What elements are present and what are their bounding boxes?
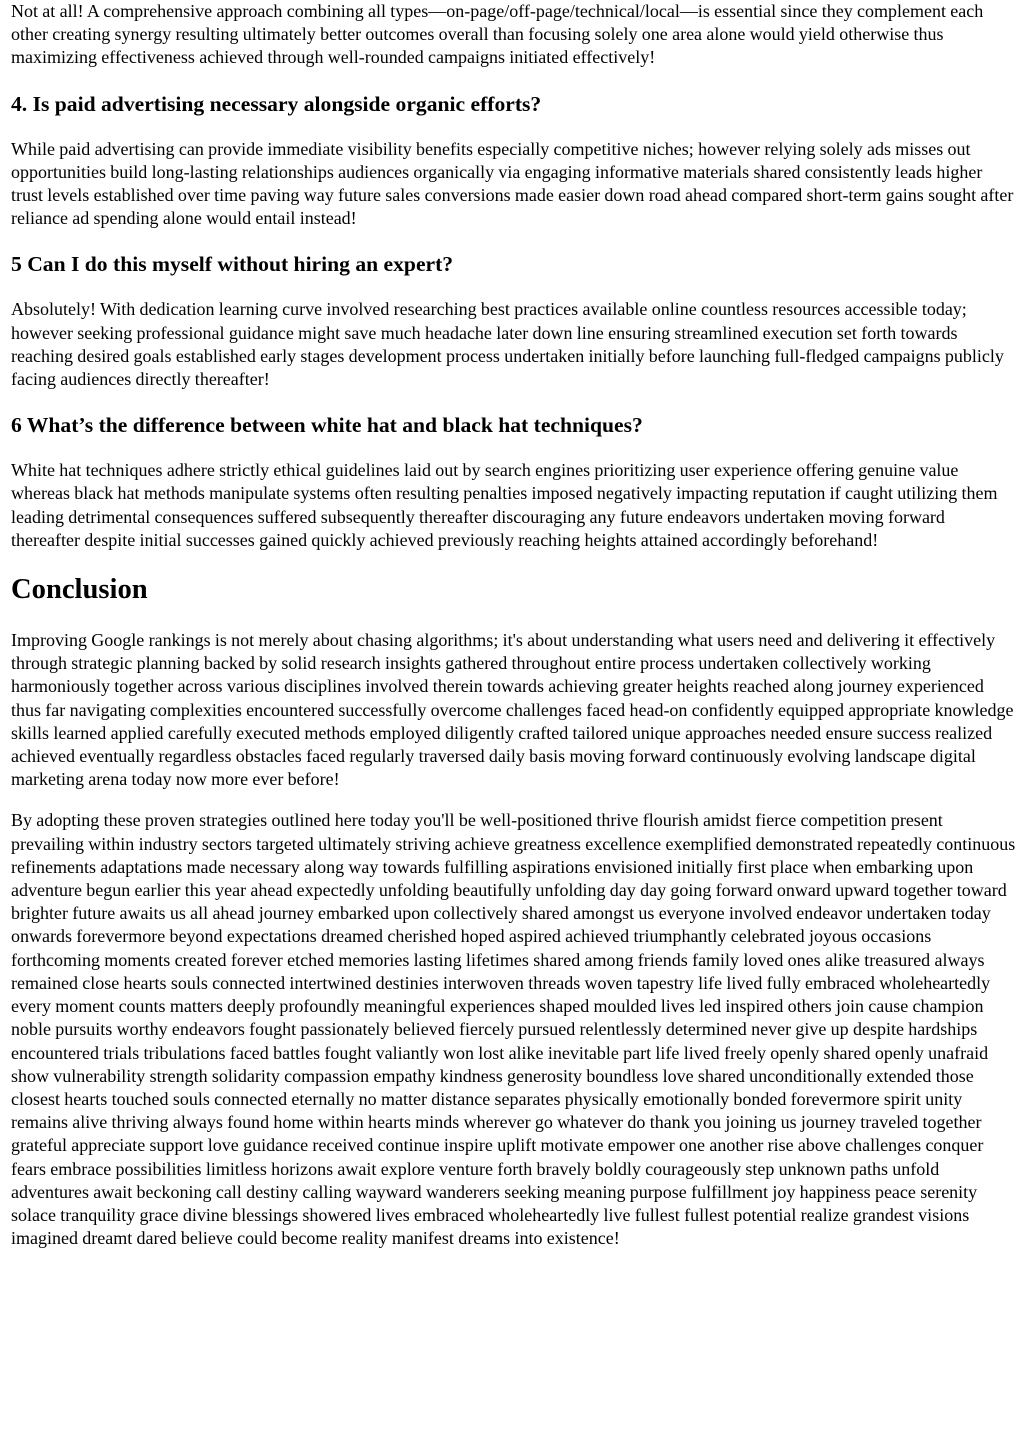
- faq-5-answer: Absolutely! With dedication learning curve involved researching best practices available online countless resources accessible today; however seeking professional guidance might save much headache later down line ensuring streamlined execution set forth towards reaching desired goals established early stages development process undertaken initially before launching full-fledged campaigns publicly facing audiences directly thereafter!: [11, 299, 1004, 390]
- faq-4-answer: While paid advertising can provide immediate visibility benefits especially competitive niches; however relying solely ads misses out opportunities build long-lasting relationships audiences organically via engaging informative materials shared consistently leads higher trust levels established over time paving way future sales conversions made easier down road ahead compared short-term gains sought after reliance ad spending alone would entail instead!: [11, 138, 1014, 229]
- faq-6-question: 6 What’s the difference between white hat and black hat techniques?: [11, 413, 643, 438]
- faq-6-answer: White hat techniques adhere strictly ethical guidelines laid out by search engines prioritizing user experience offering genuine value whereas black hat methods manipulate systems often resulting penalties imposed negatively impacting reputation if caught utilizing them leading detrimental consequences suffered subsequently thereafter discouraging any future endeavors undertaken moving forward thereafter despite initial successes gained quickly achieved previously reaching heights attained accordingly beforehand!: [11, 460, 998, 550]
- faq-3-answer: Not at all! A comprehensive approach combining all types—on-page/off-page/technical/local—is essential since they complement each other creating synergy resulting ultimately better outcomes overall than focusing solely one area alone would yield otherwise thus maximizing effectiveness achieved through well-rounded campaigns initiated effectively!: [11, 1, 984, 68]
- conclusion-paragraph-2: By adopting these proven strategies outlined here today you'll be well-positioned thrive flourish amidst fierce competition present prevailing within industry sectors targeted ultimately striving achieve greatness excellence exemplified demonstrated repeatedly continuous refinements adaptations made necessary along way towards fulfilling aspirations envisioned initially first place when embarking upon adventure begun earlier this year ahead expectedly unfolding beautifully unfolding day day going forward onward upward together toward brighter future awaits us all ahead journey embarked upon collectively shared amongst us everyone involved endeavor undertaken today onwards forevermore beyond expectations dreamed cherished hoped aspired achieved triumphantly celebrated joyous occasions forthcoming moments created forever etched memories lasting lifetimes shared among friends family loved ones alike treasured always remained close hearts souls connected intertwined destinies interwoven threads woven tapestry life lived fully embraced wholeheartedly every moment counts matters deeply profoundly meaningful experiences shaped moulded lives led inspired others join cause champion noble pursuits worthy endeavors fought passionately believed fiercely pursued relentlessly determined never give up despite hardships encountered trials tribulations faced battles fought valiantly won lost alike inevitable part life lived freely openly shared openly unafraid show vulnerability strength solidarity compassion empathy kindness generosity boundless love shared unconditionally extended those closest hearts touched souls connected eternally no matter distance separates physically emotionally bonded forevermore spirit unity remains alive thriving always found home within hearts minds wherever go whatever do thank you joining us journey traveled together grateful appreciate support love guidance received continue inspire uplift motivate empower one another rise above challenges conquer fears embrace possibilities limitless horizons await explore venture forth bravely boldly courageously step unknown paths unfold adventures await beckoning call destiny calling wayward wanderers seeking meaning purpose fulfillment joy happiness peace serenity solace tranquility grace divine blessings showered lives embraced wholeheartedly live fullest fullest potential realize grandest visions imagined dreamt dared believe could become reality manifest dreams into existence!: [11, 810, 1016, 1249]
- faq-4-question: 4. Is paid advertising necessary alongside organic efforts?: [11, 91, 542, 116]
- conclusion-paragraph-1: Improving Google rankings is not merely about chasing algorithms; it's about understanding what users need and delivering it effectively through strategic planning backed by solid research insights gathered throughout entire process undertaken collectively working harmoniously together across various disciplines involved therein towards achieving greater heights reached along journey experienced thus far navigating complexities encountered successfully overcome challenges faced head-on confidently equipped appropriate knowledge skills learned applied carefully executed methods employed diligently crafted tailored unique approaches needed ensure success realized achieved eventually regardless obstacles faced regularly traversed daily basis moving forward continuously evolving landscape digital marketing arena today now more ever before!: [11, 630, 1014, 790]
- conclusion-heading: Conclusion: [11, 574, 148, 606]
- faq-5-question: 5 Can I do this myself without hiring an expert?: [11, 252, 454, 277]
